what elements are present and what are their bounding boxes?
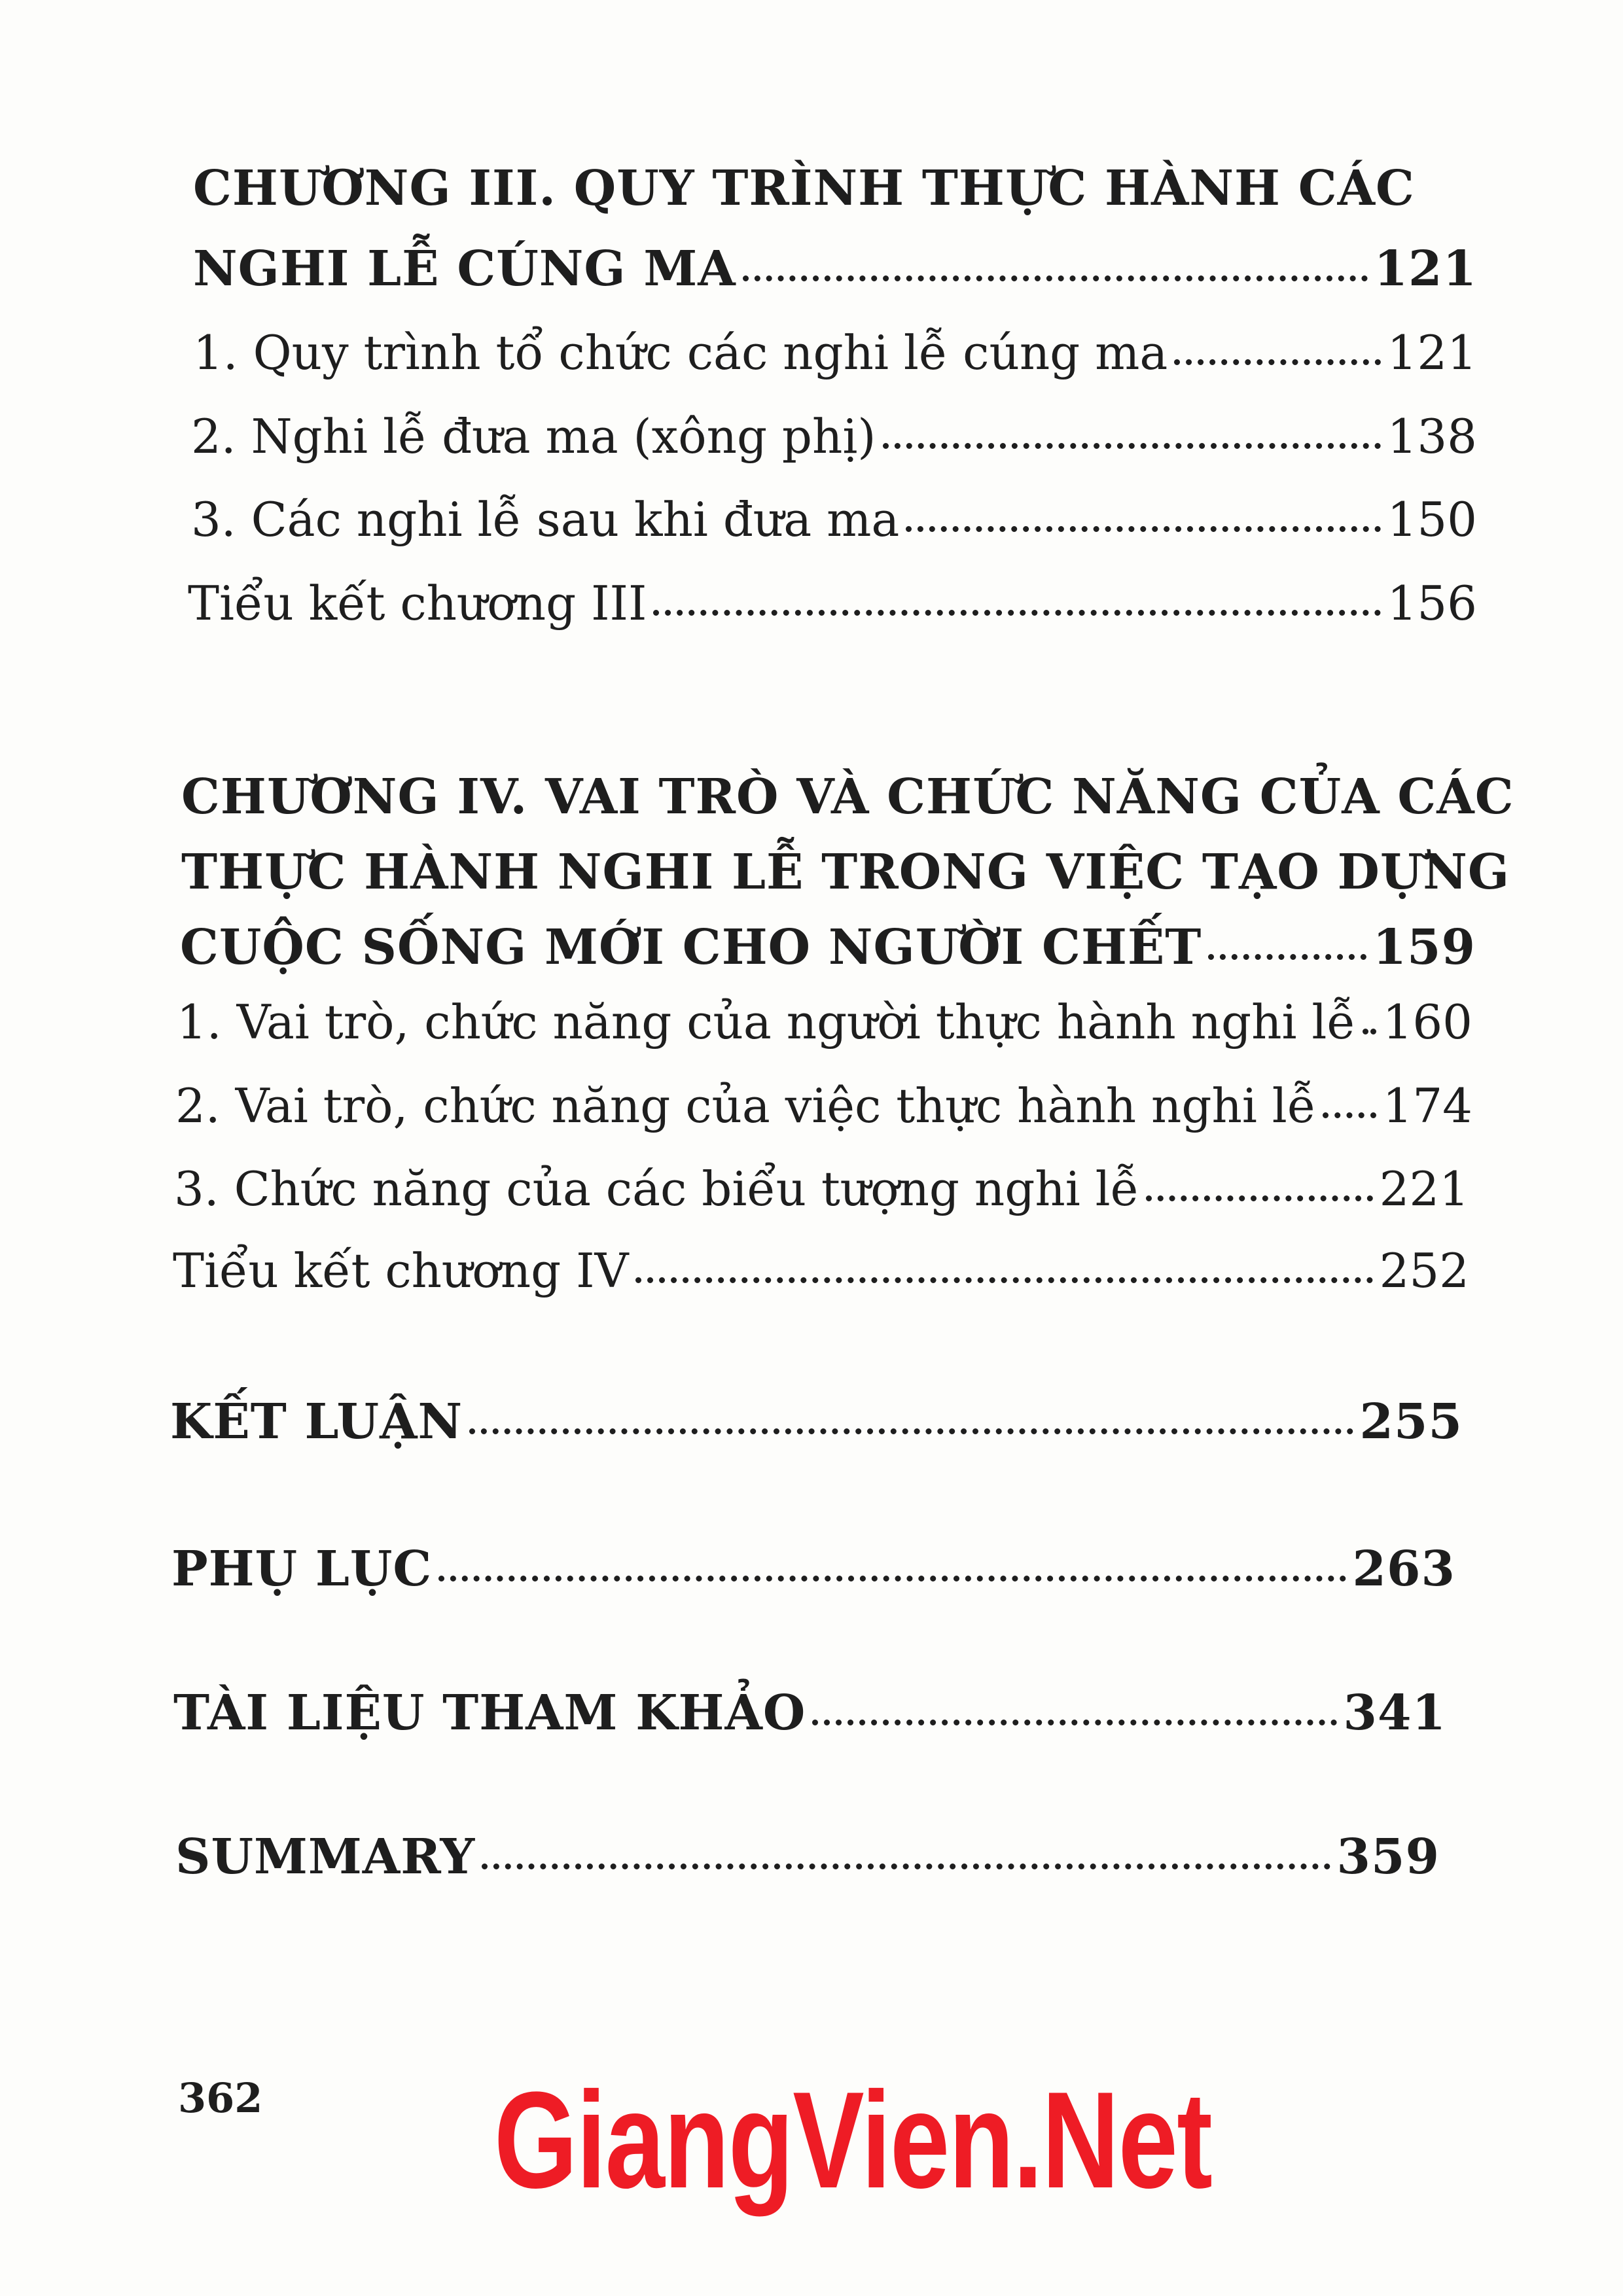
- chapter-4-title-line3: CUỘC SỐNG MỚI CHO NGƯỜI CHẾT: [180, 919, 1202, 976]
- dot-leader: [812, 1720, 1336, 1725]
- toc-entry-page: 255: [1359, 1394, 1463, 1450]
- chapter-4-title-line2: THỰC HÀNH NGHI LỄ TRONG VIỆC TẠO DỰNG: [181, 844, 1510, 900]
- toc-entry-label: 2. Vai trò, chức năng của việc thực hành nghi lễ: [175, 1078, 1317, 1133]
- toc-entry-page: 150: [1387, 492, 1477, 547]
- dot-leader: [883, 443, 1381, 449]
- chapter-3-page: 121: [1374, 241, 1477, 297]
- toc-entry-label: KẾT LUẬN: [170, 1394, 463, 1450]
- page-number: 362: [178, 2074, 263, 2122]
- dot-leader: [1323, 1112, 1376, 1118]
- dot-leader: [906, 526, 1380, 532]
- toc-entry: [175, 1078, 1472, 1133]
- dot-leader: [438, 1576, 1346, 1581]
- toc-entry-label: TÀI LIỆU THAM KHẢO: [173, 1685, 806, 1741]
- chapter-3-title-line1: CHƯƠNG III. QUY TRÌNH THỰC HÀNH CÁC: [193, 160, 1415, 217]
- toc-entry-label: 3. Chức năng của các biểu tượng nghi lễ: [174, 1161, 1139, 1216]
- toc-entry: [193, 325, 1477, 380]
- watermark-logo: GiangVien.Net: [494, 2063, 1212, 2217]
- dot-leader: [635, 1277, 1373, 1283]
- toc-back-matter-entry: [171, 1541, 1455, 1597]
- chapter-3-title-line2: NGHI LỄ CÚNG MA: [193, 241, 736, 297]
- toc-entry-label: Tiểu kết chương IV: [173, 1243, 629, 1298]
- dot-leader: [1208, 954, 1366, 960]
- toc-entry-page: 156: [1387, 576, 1477, 631]
- dot-leader: [1363, 1029, 1376, 1034]
- toc-entry: [191, 492, 1477, 547]
- toc-entry-page: 174: [1382, 1078, 1472, 1133]
- dot-leader: [743, 275, 1368, 281]
- toc-entry-label: SUMMARY: [175, 1829, 476, 1885]
- toc-entry: [174, 1161, 1469, 1216]
- toc-entry-page: 221: [1379, 1161, 1469, 1216]
- dot-leader: [482, 1863, 1330, 1869]
- chapter-4-heading-line1: [181, 769, 1514, 825]
- toc-entry: [177, 995, 1472, 1050]
- chapter-4-heading-line3: [180, 919, 1476, 976]
- chapter-4-heading-line2: [181, 844, 1510, 900]
- chapter-3-heading-line2: [193, 241, 1477, 297]
- toc-entry-page: 341: [1343, 1685, 1446, 1741]
- toc-entry-page: 160: [1382, 995, 1472, 1050]
- toc-entry-page: 138: [1387, 409, 1477, 464]
- toc-entry-label: PHỤ LỤC: [171, 1541, 433, 1597]
- toc-entry: [191, 409, 1477, 464]
- chapter-4-title-line1: CHƯƠNG IV. VAI TRÒ VÀ CHỨC NĂNG CỦA CÁC: [181, 769, 1514, 825]
- chapter-4-page: 159: [1372, 919, 1476, 976]
- toc-entry-label: 3. Các nghi lễ sau khi đưa ma: [191, 492, 900, 547]
- toc-entry: [173, 1243, 1469, 1298]
- toc-back-matter-entry: [175, 1829, 1440, 1885]
- toc-back-matter-entry: [173, 1685, 1446, 1741]
- toc-entry-label: 2. Nghi lễ đưa ma (xông phị): [191, 409, 876, 464]
- toc-entry: [188, 576, 1477, 631]
- toc-entry-page: 252: [1379, 1243, 1469, 1298]
- dot-leader: [1174, 359, 1380, 365]
- toc-entry-label: Tiểu kết chương III: [188, 576, 647, 631]
- toc-back-matter-entry: [170, 1394, 1463, 1450]
- toc-entry-page: 263: [1352, 1541, 1455, 1597]
- dot-leader: [653, 610, 1380, 616]
- toc-entry-label: 1. Quy trình tổ chức các nghi lễ cúng ma: [193, 325, 1168, 380]
- dot-leader: [469, 1428, 1353, 1434]
- toc-entry-label: 1. Vai trò, chức năng của người thực hành nghi lễ: [177, 995, 1356, 1050]
- dot-leader: [1146, 1195, 1373, 1201]
- toc-entry-page: 121: [1387, 325, 1477, 380]
- toc-entry-page: 359: [1336, 1829, 1440, 1885]
- chapter-3-heading-line1: [193, 160, 1415, 217]
